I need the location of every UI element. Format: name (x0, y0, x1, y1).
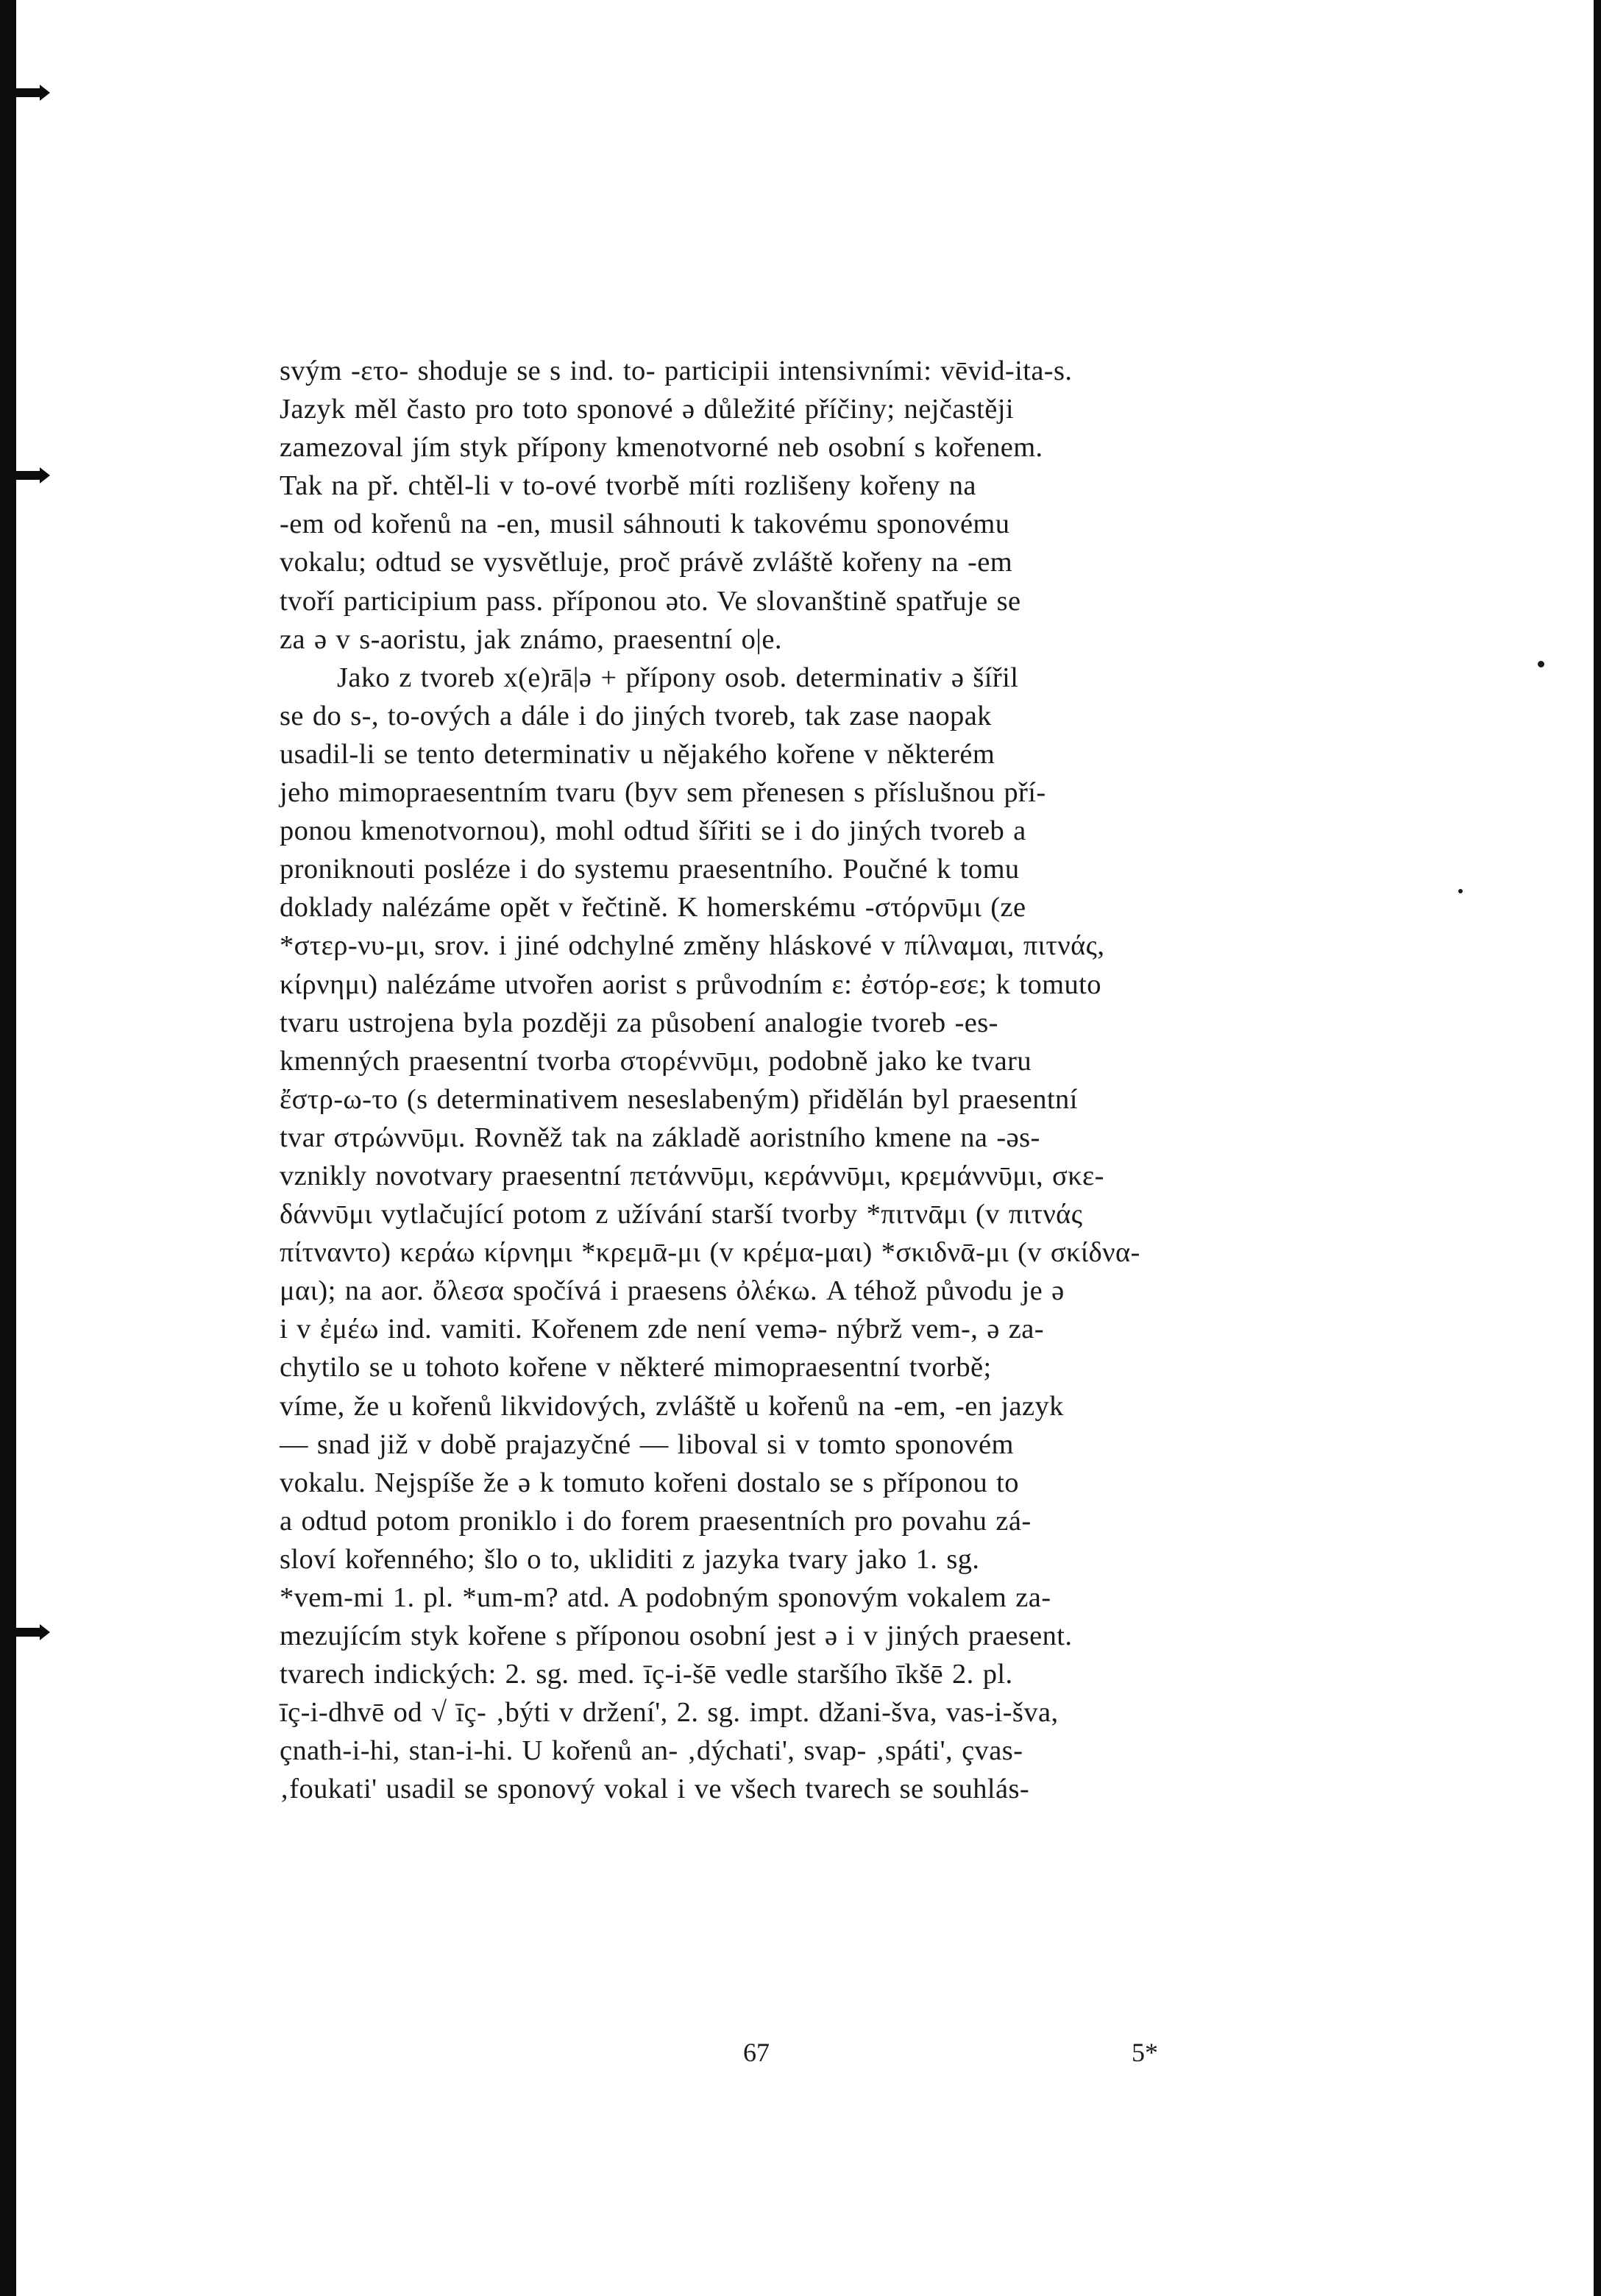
text-line: proniknouti posléze i do systemu praesentního. Poučné k tomu (280, 854, 1020, 885)
text-line: jeho mimopraesentním tvaru (byv sem přenesen s příslušnou pří- (280, 777, 1046, 809)
text-line: δάννῡμι vytlačující potom z užívání starší tvorby *πιτνᾱμι (v πιτνάς (280, 1199, 1083, 1230)
text-line: sloví kořenného; šlo o to, ukliditi z jazyka tvary jako 1. sg. (280, 1543, 980, 1575)
text-line: çnath-i-hi, stan-i-hi. U kořenů an- ‚dýchati', svap- ‚spáti', çvas- (280, 1735, 1023, 1767)
text-line: chytilo se u tohoto kořene v některé mimopraesentní tvorbě; (280, 1352, 992, 1383)
text-line: Jazyk měl často pro toto sponové ə důležité příčiny; nejčastěji (280, 394, 1014, 425)
scan-right-edge (1594, 0, 1601, 2296)
text-line: μαι); na aor. ὄλεσα spočívá i praesens ὀλέκω. A téhož původu je ə (280, 1275, 1065, 1307)
scan-left-edge (0, 0, 16, 2296)
text-line: vznikly novotvary praesentní πετάννῡμι, κεράννῡμι, κρεμάννῡμι, σκε- (280, 1160, 1104, 1191)
text-line: víme, že u kořenů likvidových, zvláště u kořenů na -em, -en jazyk (280, 1390, 1064, 1422)
body-text (280, 352, 1247, 1809)
text-line: mezujícím styk kořene s příponou osobní jest ə i v jiných praesent. (280, 1620, 1073, 1652)
text-line: i v ἐμέω ind. vamiti. Kořenem zde není vemə- nýbrž vem-, ə za- (280, 1314, 1045, 1345)
text-line: *vem-mi 1. pl. *um-m? atd. A podobným sponovým vokalem za- (280, 1582, 1051, 1613)
text-line: a odtud potom proniklo i do forem praesentních pro povahu zá- (280, 1505, 1032, 1537)
text-line: vokalu; odtud se vysvětluje, proč právě zvláště kořeny na -em (280, 547, 1013, 578)
ink-speck (1458, 889, 1463, 893)
text-line: tvoří participium pass. příponou əto. Ve slovanštině spatřuje se (280, 585, 1021, 617)
text-line: usadil-li se tento determinativ u nějakého kořene v některém (280, 738, 995, 770)
text-line: zamezoval jím styk přípony kmenotvorné neb osobní s kořenem. (280, 432, 1043, 464)
text-line: ‚foukati' usadil se sponový vokal i ve všech tvarech se souhlás- (280, 1774, 1030, 1805)
text-line: ponou kmenotvornou), mohl odtud šířiti se i do jiných tvoreb a (280, 815, 1026, 847)
text-line: tvar στρώννῡμι. Rovněž tak na základě aoristního kmene na -əs- (280, 1122, 1040, 1153)
text-line: — snad již v době prajazyčné — liboval si v tomto sponovém (280, 1428, 1014, 1460)
text-line: īç-i-dhvē od √ īç- ‚býti v držení', 2. sg. impt. džani-šva, vas-i-šva, (280, 1697, 1059, 1729)
text-line: tvarech indických: 2. sg. med. īç-i-šē vedle staršího īkšē 2. pl. (280, 1659, 1013, 1690)
text-line: se do s-, to-ových a dále i do jiných tvoreb, tak zase naopak (280, 700, 992, 731)
text-line: πίτναντο) κεράω κίρνημι *κρεμᾱ-μι (v κρέμα-μαι) *σκιδνᾱ-μι (v σκίδνα- (280, 1237, 1140, 1269)
text-line: ἔστρ-ω-το (s determinativem neseslabeným) přidělán byl praesentní (280, 1083, 1078, 1115)
paragraph-start-line: Jako z tvoreb x(e)rā|ə + přípony osob. determinativ ə šířil (337, 662, 1019, 693)
binding-tab-mark (0, 88, 43, 97)
text-line: za ə v s-aoristu, jak známo, praesentní o|e. (280, 623, 782, 655)
ink-speck (1538, 661, 1544, 667)
signature-mark: 5* (1132, 2038, 1158, 2067)
text-line: doklady nalézáme opět v řečtině. K homerskému -στόρνῡμι (ze (280, 892, 1026, 924)
binding-tab-mark (0, 471, 43, 480)
text-line: *στερ-νυ-μι, srov. i jiné odchylné změny hláskové v πίλναμαι, πιτνάς, (280, 930, 1105, 962)
page-number: 67 (743, 2038, 770, 2067)
text-line: vokalu. Nejspíše že ə k tomuto kořeni dostalo se s příponou to (280, 1467, 1019, 1498)
text-line: Tak na př. chtěl-li v to-ové tvorbě míti rozlišeny kořeny na (280, 470, 976, 502)
binding-tab-mark (0, 1628, 43, 1637)
text-line: κίρνημι) nalézáme utvořen aorist s průvodním ε: ἐστόρ-εσε; k tomuto (280, 968, 1101, 1000)
text-line: -em od kořenů na -en, musil sáhnouti k takovému sponovému (280, 509, 1010, 540)
text-line: svým -ετο- shoduje se s ind. to- participii intensivními: vēvid-ita-s. (280, 355, 1073, 386)
text-line: tvaru ustrojena byla později za působení analogie tvoreb -es- (280, 1007, 998, 1038)
text-line: kmenných praesentní tvorba στορέννῡμι, podobně jako ke tvaru (280, 1045, 1032, 1077)
